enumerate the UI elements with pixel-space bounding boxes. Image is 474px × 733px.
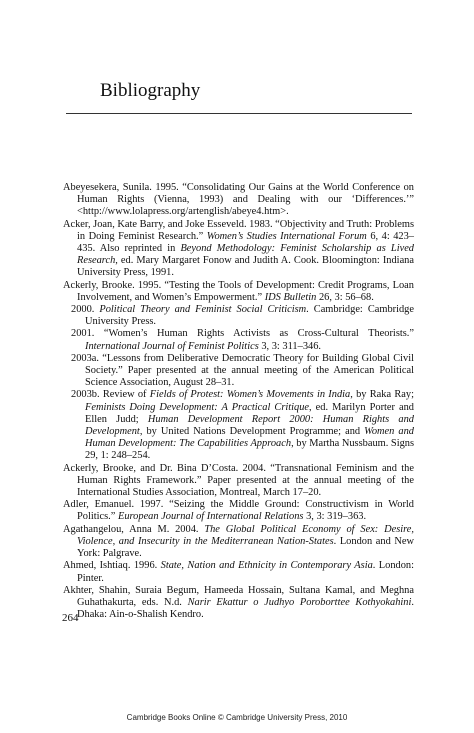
entry-text: . Cambridge: Cambridge University Press. [85,304,414,328]
entry-text: Ackerly, Brooke. 1995. “Testing the Tools of Development: Credit Programs, Loan Involvement, and Women’s Empowerment.” [63,279,414,303]
bibliography-entry [63,328,414,352]
title-rule [66,113,412,114]
entry-text: Agathangelou, Anna M. 2004. [63,523,205,535]
entry-text: Ahmed, Ishtiaq. 1996. [63,560,161,572]
entry-text: , ed. Mary Margaret Fonow and Judith A. Cook. Bloomington: Indiana University Press, 1991. [77,255,414,279]
italic-title: International Journal of Feminist Politics [85,340,259,352]
bibliography-entry [63,280,414,304]
entry-text: 2001. “Women’s Human Rights Activists as Cross-Cultural Theorists.” [71,328,414,340]
italic-title: Feminists Doing Development: A Practical Critique [85,401,310,413]
bibliography-entry [63,304,414,328]
entry-text: Acker, Joan, Kate Barry, and Joke Esseveld. 1983. “Objectivity and Truth: Problems in Doing Feminist Research.” [63,218,414,242]
bibliography-entry [63,182,414,219]
entry-text: Ackerly, Brooke, and Dr. Bina D’Costa. 2004. “Transnational Feminism and the Human Rights Framework.” Paper presented at the annual meeting of the International Studies Association, Montreal, March 17–20. [63,462,414,499]
entry-text: . Dhaka: Ain-o-Shalish Kendro. [77,596,414,621]
bibliography-entry [63,463,414,500]
entry-text: , by Raka Ray; [350,389,414,401]
entry-text: 2003b. Review of [71,389,150,401]
footer-credit: Cambridge Books Online © Cambridge University Press, 2010 [126,713,348,722]
bibliography-list [63,182,414,621]
entry-text: Akhter, Shahin, Suraia Begum, Hameeda Hossain, Sultana Kamal, and Meghna Guhathakurta, eds. N.d. [63,584,414,608]
page-number: 264 [62,612,79,624]
bibliography-entry [63,585,414,622]
bibliography-entry [63,499,414,523]
italic-title: Political Theory and Feminist Social Criticism [99,304,307,316]
italic-title: Narir Ekattur o Judhyo Poroborttee Kothyokahini [187,596,412,608]
italic-title: Fields of Protest: Women’s Movements in India [149,389,351,401]
italic-title: European Journal of International Relations [117,511,304,523]
italic-title: Beyond Methodology: Feminist Scholarship as Lived Research [77,243,414,267]
entry-text: , by Martha Nussbaum. Signs 29, 1: 248–254. [85,438,415,462]
italic-title: Women and Human Development: The Capabilities Approach [85,426,414,450]
entry-text: . London and New York: Palgrave. [77,535,414,560]
entry-text: 3, 3: 311–346. [258,340,321,352]
bibliography-entry [63,389,414,462]
italic-title: State, Nation and Ethnicity in Contemporary Asia [160,560,373,572]
italic-title: The Global Political Economy of Sex: Desire, Violence, and Insecurity in the Mediterranean Nation-States [77,523,414,547]
entry-text: Adler, Emanuel. 1997. “Seizing the Middle Ground: Constructivism in World Politics.” [63,499,414,523]
entry-text: 6, 4: 423–435. Also reprinted in [77,230,414,255]
bibliography-entry [63,560,414,584]
entry-text: 3, 3: 319–363. [303,511,367,523]
bibliography-entry [63,353,414,390]
entry-text: 26, 3: 56–68. [316,291,374,303]
italic-title: Human Development Report 2000: Human Rights and Development [85,413,415,438]
bibliography-entry [63,524,414,561]
bibliography-entry [63,219,414,280]
entry-text: , ed. Marilyn Porter and Ellen Judd; [85,401,415,425]
entry-text: . London: Pinter. [77,560,414,584]
entry-text: , by United Nations Development Programme; and [139,426,365,438]
entry-text: 2003a. “Lessons from Deliberative Democratic Theory for Building Global Civil Society.” Paper presented at the annual meeting of the American Political Science Association, August 28–31. [71,352,414,389]
entry-text: 2000. [71,304,100,316]
entry-text: Abeyesekera, Sunila. 1995. “Consolidating Our Gains at the World Conference on Human Rights (Vienna, 1993) and Dealing with our ‘Differences.’” <http://www.lolapress.org/artenglish/abeye4.htm>. [63,182,414,218]
page-title: Bibliography [100,80,201,101]
italic-title: Women’s Studies International Forum [206,230,367,242]
italic-title: IDS Bulletin [264,291,317,303]
